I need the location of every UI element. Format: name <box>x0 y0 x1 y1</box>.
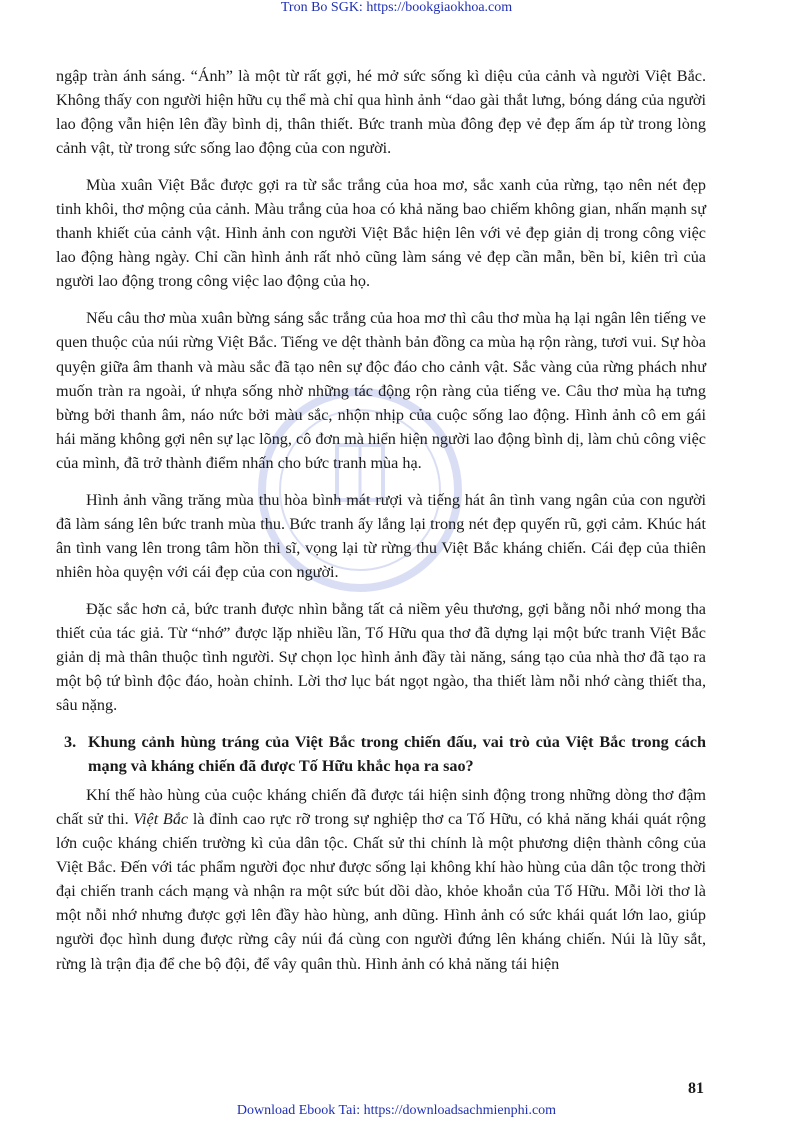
section-title: Khung cảnh hùng tráng của Việt Bắc trong chiến đấu, vai trò của Việt Bắc trong cách mạng và kháng chiến đã được Tố Hữu khắc họa ra sao? <box>88 733 706 776</box>
section-heading <box>56 730 706 778</box>
page-body <box>56 64 706 989</box>
paragraph-text: Khí thế hào hùng của cuộc kháng chiến đã được tái hiện sinh động trong những dòng thơ đậm chất sử thi. <box>56 786 706 829</box>
footer-download-link[interactable]: Download Ebook Tai: https://downloadsachmienphi.com <box>236 1103 557 1118</box>
page-number: 81 <box>688 1080 704 1097</box>
paragraph: Mùa xuân Việt Bắc được gợi ra từ sắc trắng của hoa mơ, sắc xanh của rừng, tạo nên nét đẹp tinh khôi, thơ mộng của cảnh. Màu trắng của hoa có khả năng bao chiếm không gian, nhấn mạnh sự thanh khiết của cảnh vật. Hình ảnh con người Việt Bắc hiện lên với vẻ đẹp giản dị trong công việc lao động hàng ngày. Chỉ cần hình ảnh rất nhỏ cũng làm sáng vẻ đẹp cần mẫn, bền bỉ, kiên trì của người lao động trong công việc lao động của họ. <box>56 176 706 291</box>
paragraph-text: là đỉnh cao rực rỡ trong sự nghiệp thơ ca Tố Hữu, có khả năng khái quát rộng lớn cuộc kháng chiến trường kì của dân tộc. Chất sử thi chính là một phương diện thành công của Việt Bắc. Đến với tác phẩm người đọc như được sống lại không khí hào hùng của dân tộc trong thời đại chiến tranh cách mạng và nhận ra một sức bút dồi dào, khỏe khoắn của Tố Hữu. Mỗi lời thơ là một nỗi nhớ nhưng được gợi lên đầy hào hùng, anh dũng. Hình ảnh có sức khái quát lớn lao, giúp người đọc hình dung được rừng cây núi đá cùng con người đứng lên kháng chiến. Núi là lũy sắt, rừng là trận địa để che bộ đội, để vây quân thù. Hình ảnh có khả năng tái hiện <box>56 810 706 973</box>
paragraph: Hình ảnh vầng trăng mùa thu hòa bình mát rượi và tiếng hát ân tình vang ngân của con người đã làm sáng lên bức tranh mùa thu. Bức tranh ấy lắng lại trong nét đẹp quyến rũ, gợi cảm. Khúc hát ân tình vang lên trong tâm hồn thi sĩ, vọng lại từ rừng thu Việt Bắc kháng chiến. Cái đẹp của thiên nhiên hòa quyện với cái đẹp của con người. <box>56 490 706 581</box>
paragraph: Đặc sắc hơn cả, bức tranh được nhìn bằng tất cả niềm yêu thương, gợi bằng nỗi nhớ mong tha thiết của tác giả. Từ “nhớ” được lặp nhiều lần, Tố Hữu qua thơ đã dựng lại một bức tranh Việt Bắc giản dị mà thân thuộc tình người. Sự chọn lọc hình ảnh đầy tài năng, sáng tạo của nhà thơ đã tạo ra một bộ tứ bình độc đáo, hoàn chỉnh. Lời thơ lục bát ngọt ngào, tha thiết làm nỗi nhớ càng thiết tha, sâu nặng. <box>56 599 706 715</box>
paragraph: Nếu câu thơ mùa xuân bừng sáng sắc trắng của hoa mơ thì câu thơ mùa hạ lại ngân lên tiếng ve quen thuộc của núi rừng Việt Bắc. Tiếng ve dệt thành bản đồng ca mùa hạ rộn ràng, tươi vui. Sự hòa quyện giữa âm thanh và màu sắc đã tạo nên sự độc đáo cho cảnh vật. Sắc vàng của rừng phách như muốn tràn ra ngoài, ứ nhựa sống nhờ những tác động rộn ràng của tiếng ve. Câu thơ mùa hạ tưng bừng bởi thanh âm, náo nức bởi màu sắc, nhộn nhịp của cuộc sống lao động. Hình ảnh cô em gái hái măng không gợi nên sự lạc lõng, cô đơn mà hiển hiện người lao động bình dị, làm chủ công việc của mình, đã trở thành điểm nhấn cho bức tranh mùa hạ. <box>56 309 706 472</box>
section-number: 3. <box>64 733 77 752</box>
header-source-link[interactable]: Tron Bo SGK: https://bookgiaokhoa.com <box>280 0 513 15</box>
paragraph <box>56 783 706 975</box>
paragraph: ngập tràn ánh sáng. “Ánh” là một từ rất gợi, hé mở sức sống kì diệu của cảnh và người Việt Bắc. Không thấy con người hiện hữu cụ thể mà chỉ qua hình ảnh “dao gài thắt lưng, bóng dáng của người lao động vẫn hiện lên đầy bình dị, thân thiết. Bức tranh mùa đông đẹp vẻ đẹp ấm áp từ trong lòng cảnh vật, từ trong sức sống lao động của con người. <box>56 67 706 158</box>
italic-title: Việt Bắc <box>133 810 189 829</box>
